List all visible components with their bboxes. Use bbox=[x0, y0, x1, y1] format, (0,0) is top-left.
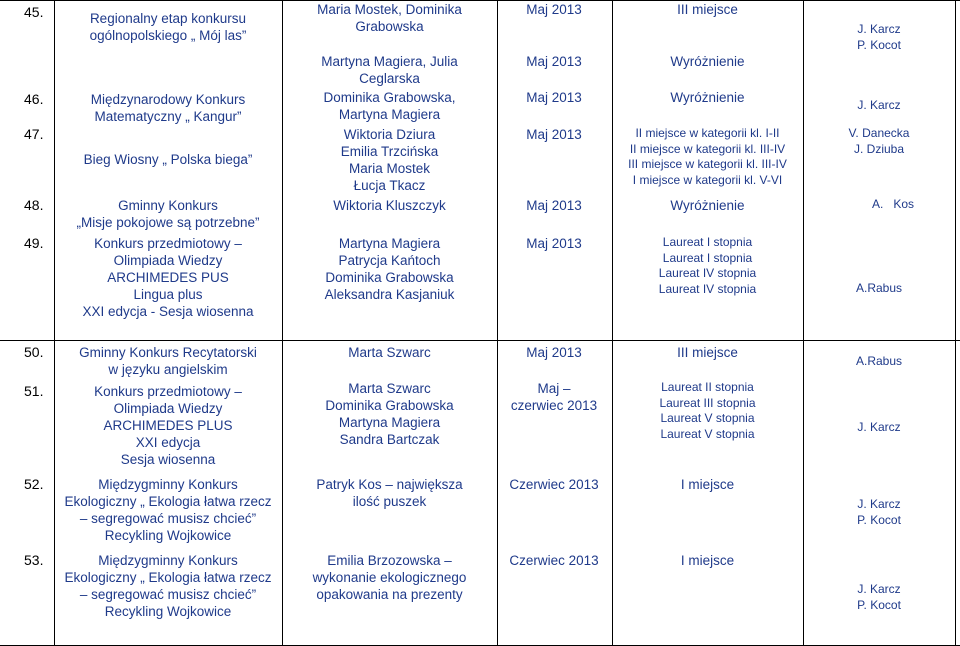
row-number: 47. bbox=[24, 126, 44, 142]
result: Wyróżnienie bbox=[670, 54, 745, 69]
date: Maj 2013 bbox=[526, 345, 582, 360]
teacher-names: J. Karcz P. Kocot bbox=[857, 582, 901, 612]
grid-line bbox=[803, 0, 804, 646]
participant-name: Marta Szwarc bbox=[348, 345, 431, 360]
result-list: Laureat I stopnia Laureat I stopnia Laureat IV stopnia Laureat IV stopnia bbox=[658, 235, 757, 296]
result: Wyróżnienie bbox=[670, 90, 745, 105]
grid-line bbox=[54, 0, 55, 646]
date: Maj – czerwiec 2013 bbox=[510, 381, 598, 413]
teacher-names: J. Karcz P. Kocot bbox=[857, 497, 901, 527]
participant-names: Martyna Magiera, Julia Ceglarska bbox=[321, 54, 458, 86]
result: I miejsce bbox=[680, 553, 735, 568]
teacher-name: J. Karcz bbox=[857, 420, 901, 434]
row-number: 46. bbox=[24, 91, 44, 107]
competition-name: Międzygminny Konkurs Ekologiczny „ Ekologia łatwa rzecz – segregować musisz chcieć” Recykling Wojkowice bbox=[64, 477, 272, 543]
teacher-name: J. Karcz bbox=[857, 98, 901, 112]
grid-line bbox=[955, 0, 956, 646]
participant-names: Marta Szwarc Dominika Grabowska Martyna Magiera Sandra Bartczak bbox=[325, 381, 454, 447]
grid-line bbox=[0, 340, 960, 341]
teacher-name: A. Kos bbox=[871, 197, 915, 211]
competition-name: Bieg Wiosny „ Polska biega” bbox=[83, 152, 253, 167]
date: Czerwiec 2013 bbox=[509, 477, 599, 492]
participant-names: Martyna Magiera Patrycja Kańtoch Dominika Grabowska Aleksandra Kasjaniuk bbox=[324, 236, 455, 302]
participant-names: Wiktoria Dziura Emilia Trzcińska Maria Mostek Łucja Tkacz bbox=[340, 127, 439, 193]
row-number: 45. bbox=[24, 4, 44, 20]
date: Czerwiec 2013 bbox=[509, 553, 599, 568]
result-list: II miejsce w kategorii kl. I-II II miejsce w kategorii kl. III-IV III miejsce w kategorii kl. III-IV I miejsce w kategorii kl. V-VI bbox=[628, 126, 787, 187]
teacher-names: J. Karcz P. Kocot bbox=[857, 22, 901, 52]
row-number: 49. bbox=[24, 235, 44, 251]
grid-line bbox=[497, 0, 498, 646]
row-number: 53. bbox=[24, 552, 44, 568]
competition-name: Konkurs przedmiotowy – Olimpiada Wiedzy ARCHIMEDES PUS Lingua plus XXI edycja - Sesja wiosenna bbox=[82, 236, 254, 319]
row-number: 51. bbox=[24, 383, 44, 399]
participant-name: Wiktoria Kluszczyk bbox=[333, 198, 446, 213]
participant-name: Emilia Brzozowska – wykonanie ekologicznego opakowania na prezenty bbox=[312, 553, 467, 602]
grid-line bbox=[612, 0, 613, 646]
competition-name: Gminny Konkurs „Misje pokojowe są potrzebne” bbox=[76, 198, 260, 230]
date: Maj 2013 bbox=[526, 198, 582, 213]
competition-name: Międzynarodowy Konkurs Matematyczny „ Kangur” bbox=[90, 92, 246, 124]
competition-name: Regionalny etap konkursu ogólnopolskiego „ Mój las” bbox=[89, 11, 247, 43]
row-number: 48. bbox=[24, 197, 44, 213]
result: I miejsce bbox=[680, 477, 735, 492]
competition-name: Międzygminny Konkurs Ekologiczny „ Ekologia łatwa rzecz – segregować musisz chcieć” Recykling Wojkowice bbox=[64, 553, 272, 619]
result: III miejsce bbox=[677, 345, 738, 360]
grid-line bbox=[282, 0, 283, 646]
date: Maj 2013 bbox=[526, 54, 582, 69]
teacher-names: V. Danecka J. Dziuba bbox=[848, 126, 910, 156]
participant-names: Dominika Grabowska, Martyna Magiera bbox=[323, 90, 456, 122]
competition-name: Konkurs przedmiotowy – Olimpiada Wiedzy ARCHIMEDES PLUS XXI edycja Sesja wiosenna bbox=[94, 384, 242, 467]
result: III miejsce bbox=[677, 2, 738, 17]
date: Maj 2013 bbox=[526, 127, 582, 142]
date: Maj 2013 bbox=[526, 236, 582, 251]
teacher-name: A.Rabus bbox=[855, 281, 903, 295]
result: Wyróżnienie bbox=[670, 198, 745, 213]
competition-name: Gminny Konkurs Recytatorski w języku angielskim bbox=[79, 345, 257, 377]
date: Maj 2013 bbox=[526, 90, 582, 105]
participant-name: Patryk Kos – największa ilość puszek bbox=[316, 477, 463, 509]
date: Maj 2013 bbox=[526, 2, 582, 17]
teacher-name: A.Rabus bbox=[855, 354, 903, 368]
row-number: 52. bbox=[24, 476, 44, 492]
result-list: Laureat II stopnia Laureat III stopnia Laureat V stopnia Laureat V stopnia bbox=[659, 380, 756, 441]
row-number: 50. bbox=[24, 344, 44, 360]
participant-names: Maria Mostek, Dominika Grabowska bbox=[317, 2, 462, 34]
